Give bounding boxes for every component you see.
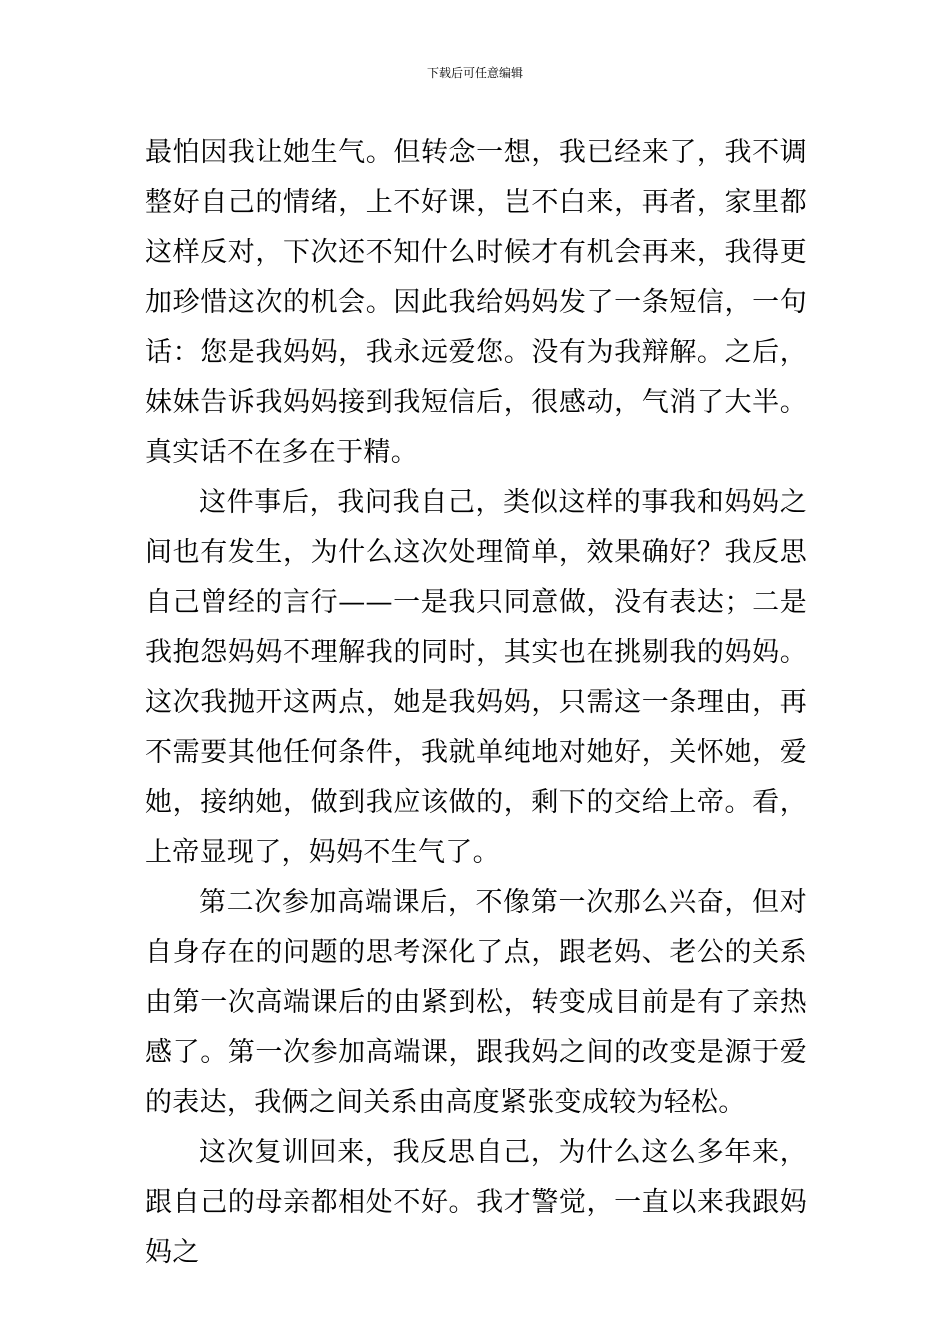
paragraph-1: 最怕因我让她生气。但转念一想，我已经来了，我不调整好自己的情绪，上不好课，岂不白来，再者，家里都这样反对，下次还不知什么时候才有机会再来，我得更加珍惜这次的机会。因此我给妈妈发了一条短信，一句话：您是我妈妈，我永远爱您。没有为我辩解。之后，妹妹告诉我妈妈接到我短信后，很感动，气消了大半。真实话不在多在于精。 — [145, 137, 807, 468]
page-header: 下载后可任意编辑 — [426, 66, 523, 80]
paragraph-4: 这次复训回来，我反思自己，为什么这么多年来，跟自己的母亲都相处不好。我才警觉，一直以来我跟妈妈之 — [145, 1137, 807, 1268]
document-body — [145, 128, 807, 1278]
paragraph-3: 第二次参加高端课后，不像第一次那么兴奋，但对自身存在的问题的思考深化了点，跟老妈、老公的关系由第一次高端课后的由紧到松，转变成目前是有了亲热感了。第一次参加高端课，跟我妈之间的改变是源于爱的表达，我俩之间关系由高度紧张变成较为轻松。 — [145, 887, 807, 1118]
paragraph-2: 这件事后，我问我自己，类似这样的事我和妈妈之间也有发生，为什么这次处理简单，效果确好？我反思自己曾经的言行——一是我只同意做，没有表达；二是我抱怨妈妈不理解我的同时，其实也在挑剔我的妈妈。这次我抛开这两点，她是我妈妈，只需这一条理由，再不需要其他任何条件，我就单纯地对她好，关怀她，爱她，接纳她，做到我应该做的，剩下的交给上帝。看，上帝显现了，妈妈不生气了。 — [145, 487, 807, 868]
